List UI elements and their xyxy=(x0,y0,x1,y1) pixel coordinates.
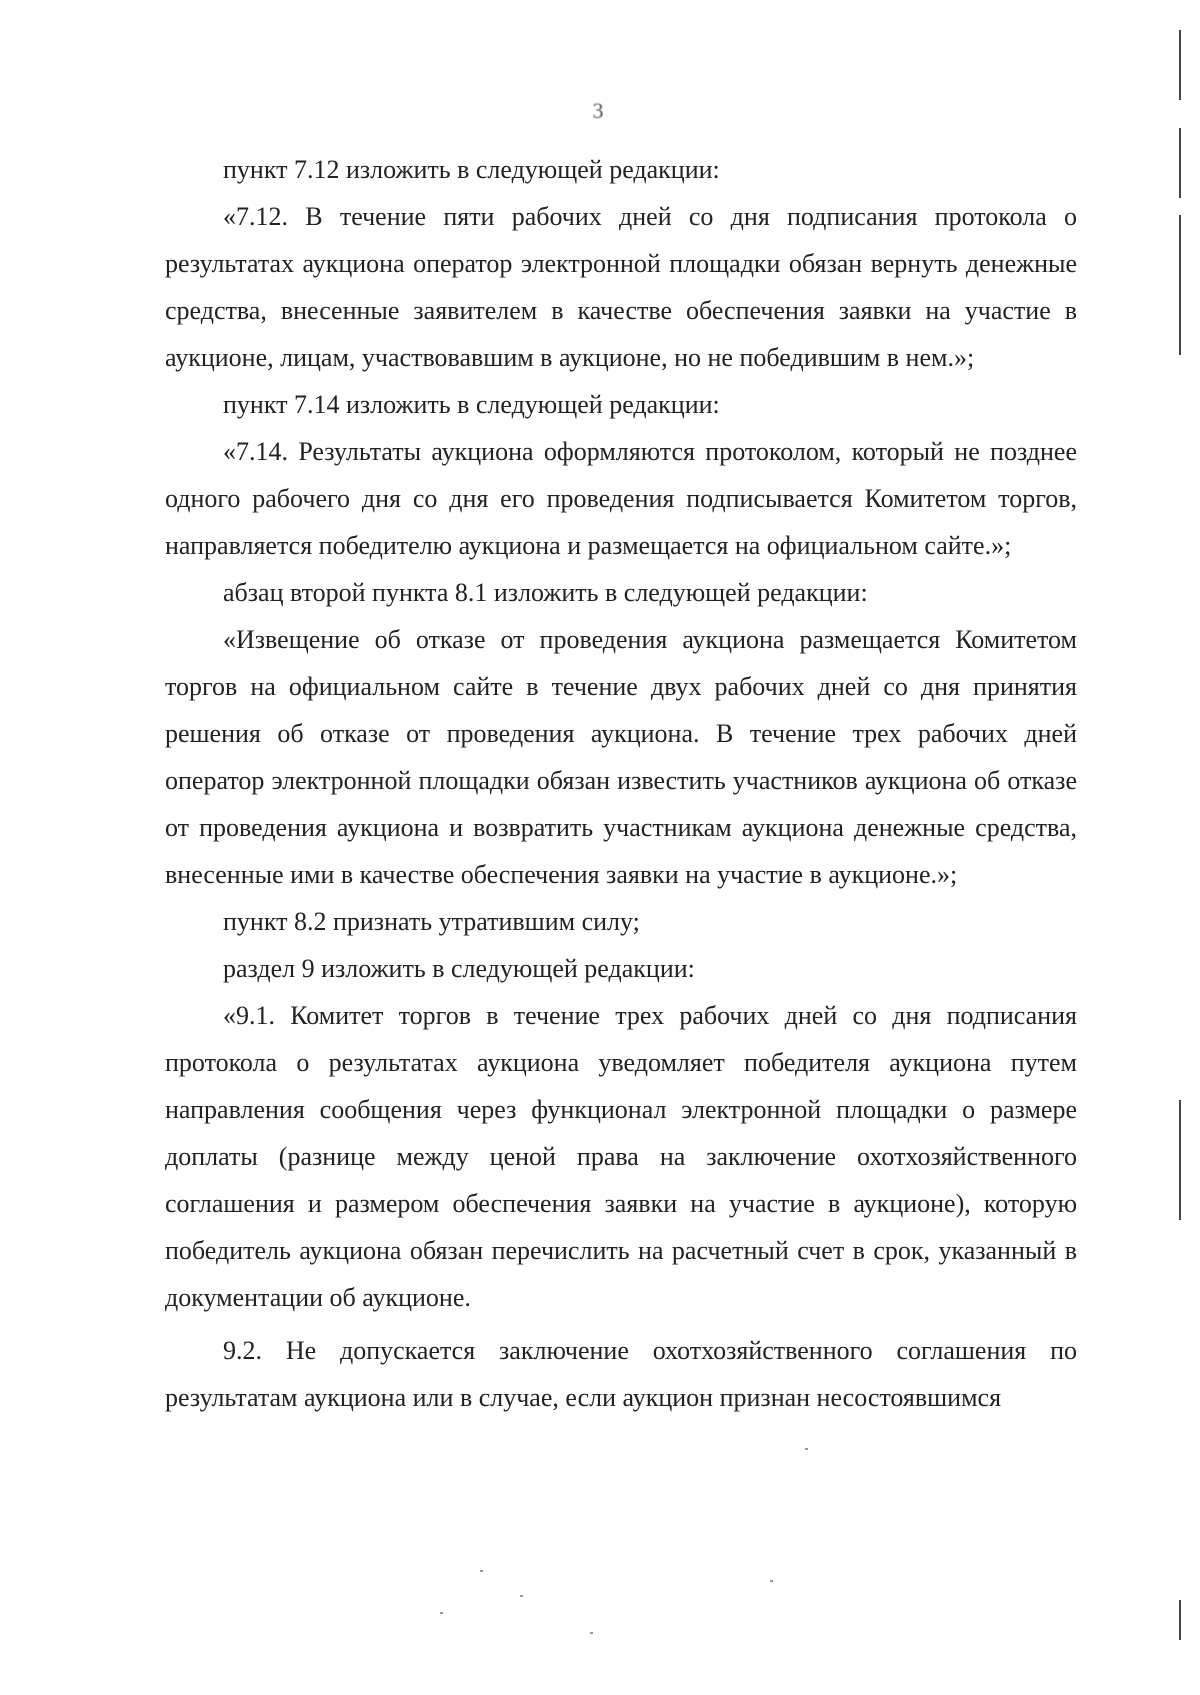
scan-edge-mark xyxy=(1179,128,1181,198)
scan-speck xyxy=(480,1570,483,1572)
scan-edge-mark xyxy=(1179,215,1181,355)
paragraph-7-14-intro: пункт 7.14 изложить в следующей редакции: xyxy=(223,390,720,419)
document-body xyxy=(165,146,1077,1421)
scan-edge-mark xyxy=(1179,1600,1181,1640)
page-number: 3 xyxy=(592,98,608,123)
paragraph-section-9-intro: раздел 9 изложить в следующей редакции: xyxy=(223,954,695,983)
paragraph-8-1-text: «Извещение об отказе от проведения аукциона размещается Комитетом торгов на официальном сайте в течение двух рабочих дней со дня принятия решения об отказе от проведения аукциона. В течение трех рабочих дней оператор электронной площадки обязан известить участников аукциона об отказе от проведения аукциона и возвратить участникам аукциона денежные средства, внесенные ими в качестве обеспечения заявки на участие в аукционе.»; xyxy=(165,625,1077,889)
paragraph-7-12-intro: пункт 7.12 изложить в следующей редакции: xyxy=(223,155,720,184)
paragraph-7-12-text: «7.12. В течение пяти рабочих дней со дня подписания протокола о результатах аукциона оператор электронной площадки обязан вернуть денежные средства, внесенные заявителем в качестве обеспечения заявки на участие в аукционе, лицам, участвовавшим в аукционе, но не победившим в нем.»; xyxy=(165,202,1077,372)
paragraph-7-14-text: «7.14. Результаты аукциона оформляются протоколом, который не позднее одного рабочего дня со дня его проведения подписывается Комитетом торгов, направляется победителю аукциона и размещается на официальном сайте.»; xyxy=(165,437,1077,560)
paragraph-9-2: 9.2. Не допускается заключение охотхозяйственного соглашения по результатам аукциона или в случае, если аукцион признан несостоявшимся xyxy=(165,1336,1077,1412)
scan-speck xyxy=(440,1612,443,1614)
scan-speck xyxy=(770,1580,773,1582)
scan-speck xyxy=(520,1595,523,1597)
scan-speck xyxy=(805,1448,808,1450)
paragraph-9-1: «9.1. Комитет торгов в течение трех рабочих дней со дня подписания протокола о результатах аукциона уведомляет победителя аукциона путем направления сообщения через функционал электронной площадки о размере доплаты (разнице между ценой права на заключение охотхозяйственного соглашения и размером обеспечения заявки на участие в аукционе), которую победитель аукциона обязан перечислить на расчетный счет в срок, указанный в документации об аукционе. xyxy=(165,1001,1077,1312)
paragraph-8-2: пункт 8.2 признать утратившим силу; xyxy=(223,907,640,936)
paragraph-8-1-intro: абзац второй пункта 8.1 изложить в следующей редакции: xyxy=(223,578,868,607)
scan-edge-mark xyxy=(1179,1100,1181,1220)
scan-speck xyxy=(590,1632,593,1634)
scan-edge-mark xyxy=(1179,30,1181,100)
